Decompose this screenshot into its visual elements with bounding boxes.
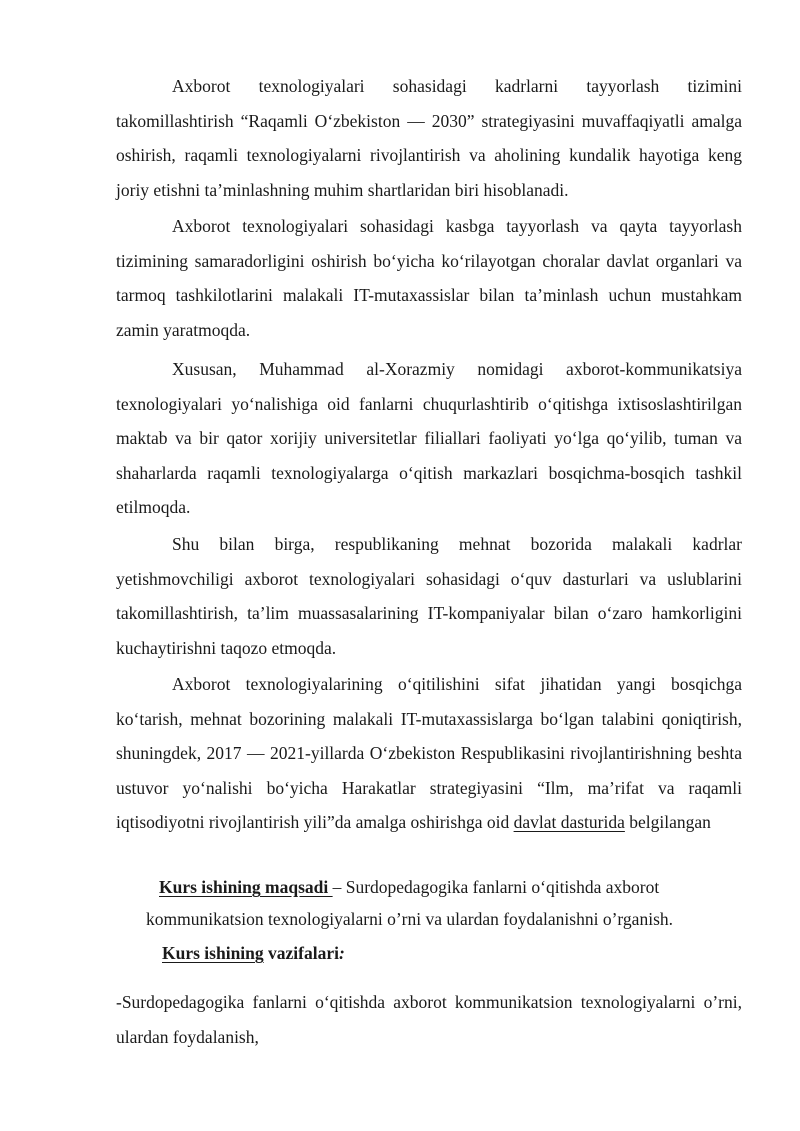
tasks-label-colon: : [338, 943, 345, 963]
course-tasks-heading [162, 937, 345, 969]
goal-text-line-1: – Surdopedagogika fanlarni o‘qitishda axborot [332, 877, 660, 897]
tasks-label-rest: vazifalari [263, 943, 339, 963]
paragraph-4: Shu bilan birga, respublikaning mehnat bozorida malakali kadrlar yetishmovchiligi axborot texnologiyalari sohasidagi o‘quv dasturlari va uslublarini takomillashtirish, ta’lim muassasalarining IT-kompaniyalar bilan o‘zaro hamkorligini kuchaytirishni taqozo etmoqda. [116, 534, 742, 658]
paragraph-5 [116, 667, 742, 840]
tasks-label-underlined: Kurs ishining [162, 943, 264, 963]
paragraph-5-start: Axborot texnologiyalarining o‘qitilishini sifat jihatidan yangi bosqichga ko‘tarish, mehnat bozorining malakali IT-mutaxassislarga bo‘lgan talabini qoniqtirish, shuningdek, 2017 — 2021-yillarda O‘zbekiston Respublikasini rivojlantirishning beshta ustuvor yo‘nalishi bo‘yicha Harakatlar strategiyasini “Ilm, ma’rifat va raqamli iqtisodiyotni rivojlantirish yili”da amalga oshirishga oid [116, 674, 742, 833]
paragraph-5-end: belgilangan [624, 812, 711, 833]
goal-text-line-2: kommunikatsion texnologiyalarni o’rni va ulardan foydalanishni o’rganish. [146, 909, 673, 929]
paragraph-3: Xususan, Muhammad al-Xorazmiy nomidagi axborot-kommunikatsiya texnologiyalari yo‘nalishiga oid fanlarni chuqurlashtirib o‘qitishga ixtisoslashtirilgan maktab va bir qator xorijiy universitetlar filiallari faoliyati yo‘lga qo‘yilib, tuman va shaharlarda raqamli texnologiyalarga o‘qitish markazlari bosqichma-bosqich tashkil etilmoqda. [116, 359, 742, 518]
course-goal [146, 871, 746, 935]
paragraph-1: Axborot texnologiyalari sohasidagi kadrlarni tayyorlash tizimini takomillashtirish “Raqamli O‘zbekiston — 2030” strategiyasini muvaffaqiyatli amalga oshirish, raqamli texnologiyalarni rivojlantirish va aholining kundalik hayotiga keng joriy etishni ta’minlashning muhim shartlaridan biri hisoblanadi. [116, 76, 742, 200]
goal-label: Kurs ishining maqsadi [159, 877, 333, 897]
davlat-dasturida-text: davlat dasturida [513, 812, 625, 833]
task-item-1: -Surdopedagogika fanlarni o‘qitishda axborot kommunikatsion texnologiyalarni o’rni, ulardan foydalanish, [116, 992, 742, 1047]
paragraph-2: Axborot texnologiyalari sohasidagi kasbga tayyorlash va qayta tayyorlash tizimining samaradorligini oshirish bo‘yicha ko‘rilayotgan choralar davlat organlari va tarmoq tashkilotlarini malakali IT-mutaxassislar bilan ta’minlash uchun mustahkam zamin yaratmoqda. [116, 216, 742, 340]
